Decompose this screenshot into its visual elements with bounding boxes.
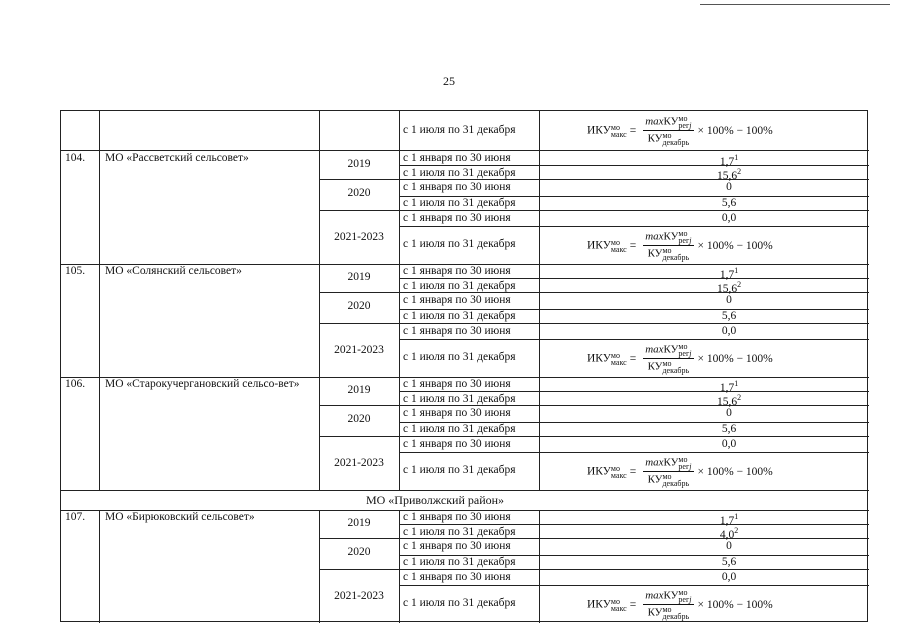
formula-max: max (645, 456, 664, 469)
formula-lhs: ИКУ (587, 465, 611, 478)
row-rule (61, 490, 869, 491)
formula-max: max (645, 230, 664, 243)
period-label: с 1 января по 30 июня (403, 265, 511, 277)
footnote-mark: 2 (737, 393, 742, 402)
formula-num-sub: рег (678, 121, 690, 130)
footnote-mark: 1 (734, 379, 739, 388)
col-rule-period (399, 510, 400, 623)
formula-lhs-sup: мо (610, 237, 620, 247)
formula-den-sup: мо (662, 359, 672, 368)
formula-num-sup: мо (678, 114, 688, 123)
period-label: с 1 июля по 31 декабря (403, 124, 516, 136)
footnote-mark: 1 (734, 266, 739, 275)
subrow-rule (319, 210, 399, 211)
col-rule-period (399, 151, 400, 264)
municipality-name: МО «Бирюковский сельсовет» (105, 511, 255, 523)
tariff-value (639, 525, 819, 541)
formula-num-sub-j: j (689, 121, 692, 130)
formula-num: КУ (663, 343, 679, 356)
tariff-formula (587, 230, 773, 261)
subrow-rule (399, 339, 869, 340)
subrow-rule (319, 436, 399, 437)
formula-num: КУ (663, 115, 679, 128)
col-rule-period (399, 377, 400, 490)
col-rule-name (99, 264, 100, 377)
formula-fraction (643, 115, 693, 146)
tariff-value: 5,6 (721, 310, 737, 322)
tariff-value: 0,0 (721, 325, 737, 337)
year-label: 2021-2023 (334, 231, 384, 243)
year-label: 2019 (347, 158, 371, 170)
period-label: с 1 января по 30 июня (403, 212, 511, 224)
col-rule-year (319, 111, 320, 151)
municipality-name: МО «Рассветский сельсовет» (105, 152, 249, 164)
formula-num: КУ (663, 589, 679, 602)
formula-fraction (643, 230, 693, 261)
period-label: с 1 июля по 31 декабря (403, 393, 516, 405)
formula-lhs-sup: мо (610, 122, 620, 132)
formula-num-sup: мо (678, 455, 688, 464)
tariff-value: 0 (726, 540, 732, 552)
year-label: 2019 (347, 517, 371, 529)
value-text: 15,6 (716, 282, 738, 295)
formula-tail: × 100% − 100% (697, 465, 773, 478)
formula-num-sub-j: j (689, 236, 692, 245)
row-number: 104. (65, 152, 86, 164)
col-rule-period (399, 111, 400, 151)
formula-den: КУ (647, 247, 663, 260)
formula-num: КУ (663, 456, 679, 469)
formula-den-sub: декабрь (662, 138, 690, 147)
tariff-formula (587, 589, 773, 620)
formula-tail: × 100% − 100% (697, 124, 773, 137)
formula-lhs: ИКУ (587, 239, 611, 252)
page-number: 25 (443, 74, 455, 88)
subrow-rule (319, 323, 399, 324)
value-text: 1,7 (719, 155, 735, 168)
formula-num-sub-j: j (689, 462, 692, 471)
formula-max: max (645, 343, 664, 356)
subrow-rule (399, 226, 869, 227)
subrow-rule (399, 452, 869, 453)
year-label: 2019 (347, 384, 371, 396)
tariff-table (60, 110, 868, 622)
year-label: 2019 (347, 271, 371, 283)
formula-lhs: ИКУ (587, 598, 611, 611)
subrow-rule (399, 585, 869, 586)
year-label: 2020 (347, 300, 371, 312)
year-label: 2021-2023 (334, 344, 384, 356)
municipality-name: МО «Солянский сельсовет» (105, 265, 242, 277)
subrow-rule (399, 323, 869, 324)
tariff-value: 5,6 (721, 197, 737, 209)
formula-den-sup: мо (662, 472, 672, 481)
formula-den-sub: декабрь (662, 253, 690, 262)
value-text: 15,6 (716, 169, 738, 182)
formula-den-sup: мо (662, 246, 672, 255)
formula-max: max (645, 115, 664, 128)
tariff-value: 0 (726, 294, 732, 306)
period-label: с 1 июля по 31 декабря (403, 526, 516, 538)
subrow-rule (399, 210, 869, 211)
formula-num-sub: рег (678, 595, 690, 604)
tariff-value (639, 279, 819, 295)
value-text: 1,7 (719, 514, 735, 527)
period-label: с 1 июля по 31 декабря (403, 556, 516, 568)
period-label: с 1 июля по 31 декабря (403, 310, 516, 322)
formula-den-sub: декабрь (662, 612, 690, 621)
formula-lhs-sup: мо (610, 463, 620, 473)
footnote-mark: 2 (737, 167, 742, 176)
year-label: 2020 (347, 546, 371, 558)
formula-num-sup: мо (678, 229, 688, 238)
period-label: с 1 июля по 31 декабря (403, 280, 516, 292)
formula-lhs-sub: макс (610, 129, 627, 139)
tariff-formula (587, 456, 773, 487)
formula-eq: = (629, 124, 637, 137)
formula-fraction (643, 343, 693, 374)
tariff-formula (587, 115, 773, 146)
formula-den: КУ (647, 132, 663, 145)
formula-num-sub: рег (678, 349, 690, 358)
formula-den: КУ (647, 606, 663, 619)
col-rule-value (539, 377, 540, 490)
year-label: 2020 (347, 187, 371, 199)
col-rule-value (539, 264, 540, 377)
formula-lhs: ИКУ (587, 352, 611, 365)
tariff-value: 5,6 (721, 423, 737, 435)
formula-lhs-sup: мо (610, 596, 620, 606)
formula-num-sup: мо (678, 588, 688, 597)
region-header: МО «Приволжский район» (365, 493, 505, 507)
period-label: с 1 января по 30 июня (403, 378, 511, 390)
formula-num-sub-j: j (689, 349, 692, 358)
formula-lhs-sub: макс (610, 244, 627, 254)
tariff-value: 0,0 (721, 212, 737, 224)
formula-den: КУ (647, 473, 663, 486)
footnote-mark: 2 (734, 526, 739, 535)
period-label: с 1 января по 30 июня (403, 511, 511, 523)
formula-num-sup: мо (678, 342, 688, 351)
formula-eq: = (629, 239, 637, 252)
year-label: 2020 (347, 413, 371, 425)
formula-num-sub: рег (678, 462, 690, 471)
value-text: 1,7 (719, 268, 735, 281)
period-label: с 1 января по 30 июня (403, 571, 511, 583)
subrow-rule (319, 569, 399, 570)
year-label: 2021-2023 (334, 457, 384, 469)
formula-num-sub-j: j (689, 595, 692, 604)
tariff-value: 0,0 (721, 571, 737, 583)
formula-lhs-sub: макс (610, 470, 627, 480)
col-rule-name (99, 151, 100, 264)
col-rule-value (539, 510, 540, 623)
footnote-mark: 1 (734, 153, 739, 162)
row-rule (61, 150, 869, 151)
formula-fraction (643, 589, 693, 620)
col-rule-name (99, 510, 100, 623)
municipality-name: МО «Старокучергановский сельсо-вет» (105, 378, 300, 390)
formula-num-sub: рег (678, 236, 690, 245)
row-number: 105. (65, 265, 86, 277)
formula-tail: × 100% − 100% (697, 239, 773, 252)
formula-lhs-sub: макс (610, 357, 627, 367)
footnote-mark: 2 (737, 280, 742, 289)
period-label: с 1 января по 30 июня (403, 540, 511, 552)
tariff-value (639, 392, 819, 408)
formula-num: КУ (663, 230, 679, 243)
period-label: с 1 января по 30 июня (403, 294, 511, 306)
period-label: с 1 января по 30 июня (403, 152, 511, 164)
tariff-value (639, 166, 819, 182)
period-label: с 1 июля по 31 декабря (403, 238, 516, 250)
col-rule-name (99, 377, 100, 490)
subrow-rule (399, 436, 869, 437)
period-label: с 1 января по 30 июня (403, 407, 511, 419)
formula-fraction (643, 456, 693, 487)
col-rule-value (539, 151, 540, 264)
formula-lhs: ИКУ (587, 124, 611, 137)
tariff-value: 5,6 (721, 556, 737, 568)
col-rule-name (99, 111, 100, 151)
formula-den: КУ (647, 360, 663, 373)
footnote-mark: 1 (734, 512, 739, 521)
formula-den-sup: мо (662, 605, 672, 614)
formula-den-sub: декабрь (662, 366, 690, 375)
value-text: 1,7 (719, 381, 735, 394)
formula-tail: × 100% − 100% (697, 598, 773, 611)
period-label: с 1 июля по 31 декабря (403, 167, 516, 179)
formula-lhs-sub: макс (610, 603, 627, 613)
formula-lhs-sup: мо (610, 350, 620, 360)
formula-max: max (645, 589, 664, 602)
formula-tail: × 100% − 100% (697, 352, 773, 365)
col-rule-value (539, 111, 540, 151)
col-rule-period (399, 264, 400, 377)
value-text: 15,6 (716, 395, 738, 408)
period-label: с 1 июля по 31 декабря (403, 464, 516, 476)
year-label: 2021-2023 (334, 590, 384, 602)
row-number: 106. (65, 378, 86, 390)
period-label: с 1 января по 30 июня (403, 325, 511, 337)
formula-eq: = (629, 465, 637, 478)
tariff-value: 0 (726, 407, 732, 419)
tariff-value: 0,0 (721, 438, 737, 450)
top-rule (700, 4, 890, 5)
tariff-value: 0 (726, 181, 732, 193)
row-number: 107. (65, 511, 86, 523)
formula-den-sub: декабрь (662, 479, 690, 488)
period-label: с 1 июля по 31 декабря (403, 597, 516, 609)
tariff-formula (587, 343, 773, 374)
period-label: с 1 июля по 31 декабря (403, 197, 516, 209)
formula-eq: = (629, 352, 637, 365)
value-text: 4,0 (719, 528, 735, 541)
period-label: с 1 января по 30 июня (403, 181, 511, 193)
subrow-rule (399, 569, 869, 570)
formula-eq: = (629, 598, 637, 611)
period-label: с 1 июля по 31 декабря (403, 423, 516, 435)
period-label: с 1 января по 30 июня (403, 438, 511, 450)
period-label: с 1 июля по 31 декабря (403, 351, 516, 363)
formula-den-sup: мо (662, 131, 672, 140)
